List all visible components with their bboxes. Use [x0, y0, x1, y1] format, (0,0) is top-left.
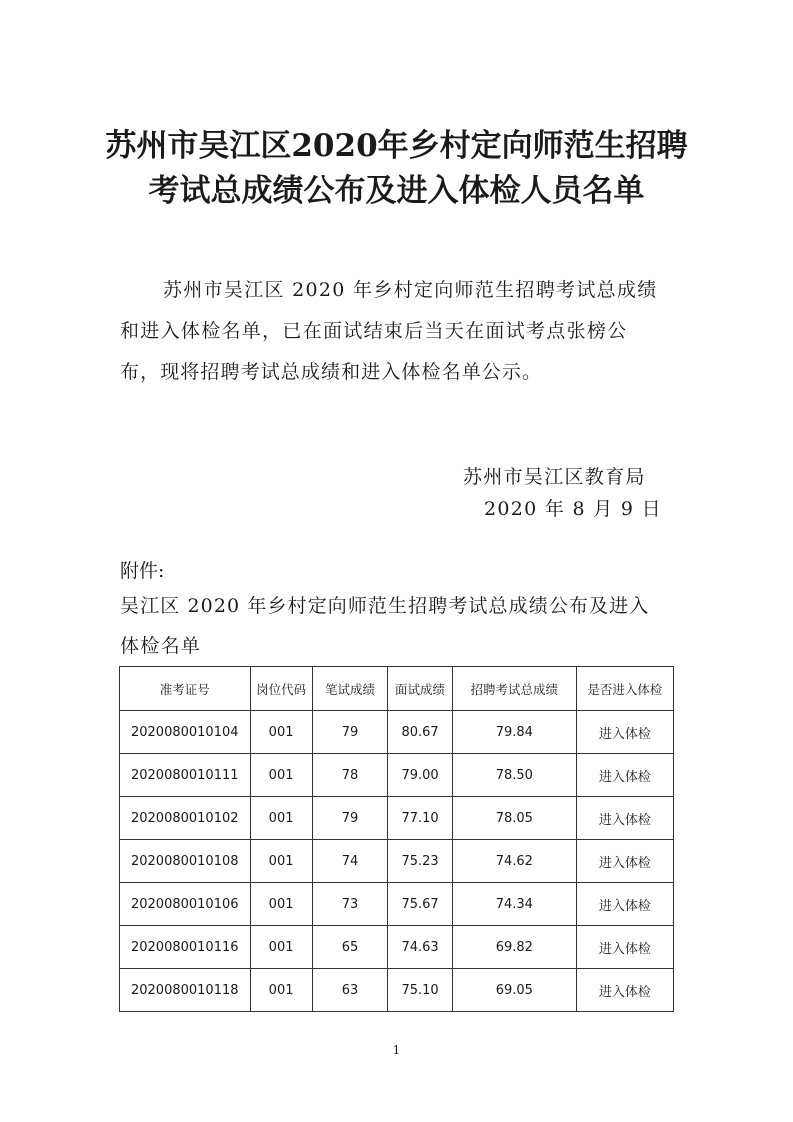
cell-written-score: 63	[312, 969, 388, 1012]
table-row	[120, 926, 674, 969]
cell-written-score: 73	[312, 883, 388, 926]
cell-written-score: 79	[312, 711, 388, 754]
cell-total-score: 74.34	[452, 883, 576, 926]
cell-interview-score: 77.10	[388, 797, 452, 840]
header-written-score: 笔试成绩	[312, 667, 388, 711]
cell-position-code: 001	[250, 711, 312, 754]
table-row	[120, 754, 674, 797]
cell-position-code: 001	[250, 926, 312, 969]
cell-total-score: 74.62	[452, 840, 576, 883]
header-total-score: 招聘考试总成绩	[452, 667, 576, 711]
cell-interview-score: 75.23	[388, 840, 452, 883]
table-row	[120, 883, 674, 926]
cell-interview-score: 74.63	[388, 926, 452, 969]
cell-interview-score: 80.67	[388, 711, 452, 754]
page-number: 1	[392, 1043, 401, 1057]
cell-position-code: 001	[250, 969, 312, 1012]
cell-physical-exam: 进入体检	[576, 754, 673, 797]
attachment-title-line-1: 吴江区 2020 年乡村定向师范生招聘考试总成绩公布及进入	[120, 595, 650, 617]
header-position-code: 岗位代码	[250, 667, 312, 711]
cell-physical-exam: 进入体检	[576, 883, 673, 926]
attachment-title-line-2: 体检名单	[120, 635, 202, 657]
cell-physical-exam: 进入体检	[576, 797, 673, 840]
cell-physical-exam: 进入体检	[576, 711, 673, 754]
cell-exam-id: 2020080010102	[120, 797, 251, 840]
cell-physical-exam: 进入体检	[576, 969, 673, 1012]
cell-exam-id: 2020080010116	[120, 926, 251, 969]
cell-written-score: 78	[312, 754, 388, 797]
table-row	[120, 840, 674, 883]
cell-written-score: 65	[312, 926, 388, 969]
header-physical-exam: 是否进入体检	[576, 667, 673, 711]
cell-physical-exam: 进入体检	[576, 926, 673, 969]
header-interview-score: 面试成绩	[388, 667, 452, 711]
cell-position-code: 001	[250, 840, 312, 883]
signature-organization: 苏州市吴江区教育局	[463, 466, 646, 488]
cell-interview-score: 75.10	[388, 969, 452, 1012]
document-title-line-2: 考试总成绩公布及进入体检人员名单	[148, 173, 645, 209]
cell-exam-id: 2020080010118	[120, 969, 251, 1012]
document-title-line-1: 苏州市吴江区2020年乡村定向师范生招聘	[105, 128, 688, 164]
cell-total-score: 79.84	[452, 711, 576, 754]
body-paragraph-line-2: 和进入体检名单，已在面试结束后当天在面试考点张榜公	[120, 320, 628, 342]
cell-position-code: 001	[250, 797, 312, 840]
cell-exam-id: 2020080010108	[120, 840, 251, 883]
cell-position-code: 001	[250, 754, 312, 797]
results-table	[119, 666, 674, 1012]
cell-position-code: 001	[250, 883, 312, 926]
cell-total-score: 69.82	[452, 926, 576, 969]
header-exam-id: 准考证号	[120, 667, 251, 711]
table-header-row	[120, 667, 674, 711]
attachment-label: 附件:	[120, 560, 165, 582]
cell-physical-exam: 进入体检	[576, 840, 673, 883]
cell-interview-score: 75.67	[388, 883, 452, 926]
cell-written-score: 74	[312, 840, 388, 883]
body-paragraph-line-3: 布，现将招聘考试总成绩和进入体检名单公示。	[120, 361, 543, 383]
cell-total-score: 78.50	[452, 754, 576, 797]
body-paragraph-line-1: 苏州市吴江区 2020 年乡村定向师范生招聘考试总成绩	[163, 279, 658, 301]
signature-date: 2020 年 8 月 9 日	[484, 498, 662, 520]
cell-written-score: 79	[312, 797, 388, 840]
cell-interview-score: 79.00	[388, 754, 452, 797]
cell-exam-id: 2020080010104	[120, 711, 251, 754]
cell-exam-id: 2020080010111	[120, 754, 251, 797]
table-row	[120, 711, 674, 754]
cell-total-score: 69.05	[452, 969, 576, 1012]
table-row	[120, 797, 674, 840]
table-row	[120, 969, 674, 1012]
cell-total-score: 78.05	[452, 797, 576, 840]
cell-exam-id: 2020080010106	[120, 883, 251, 926]
